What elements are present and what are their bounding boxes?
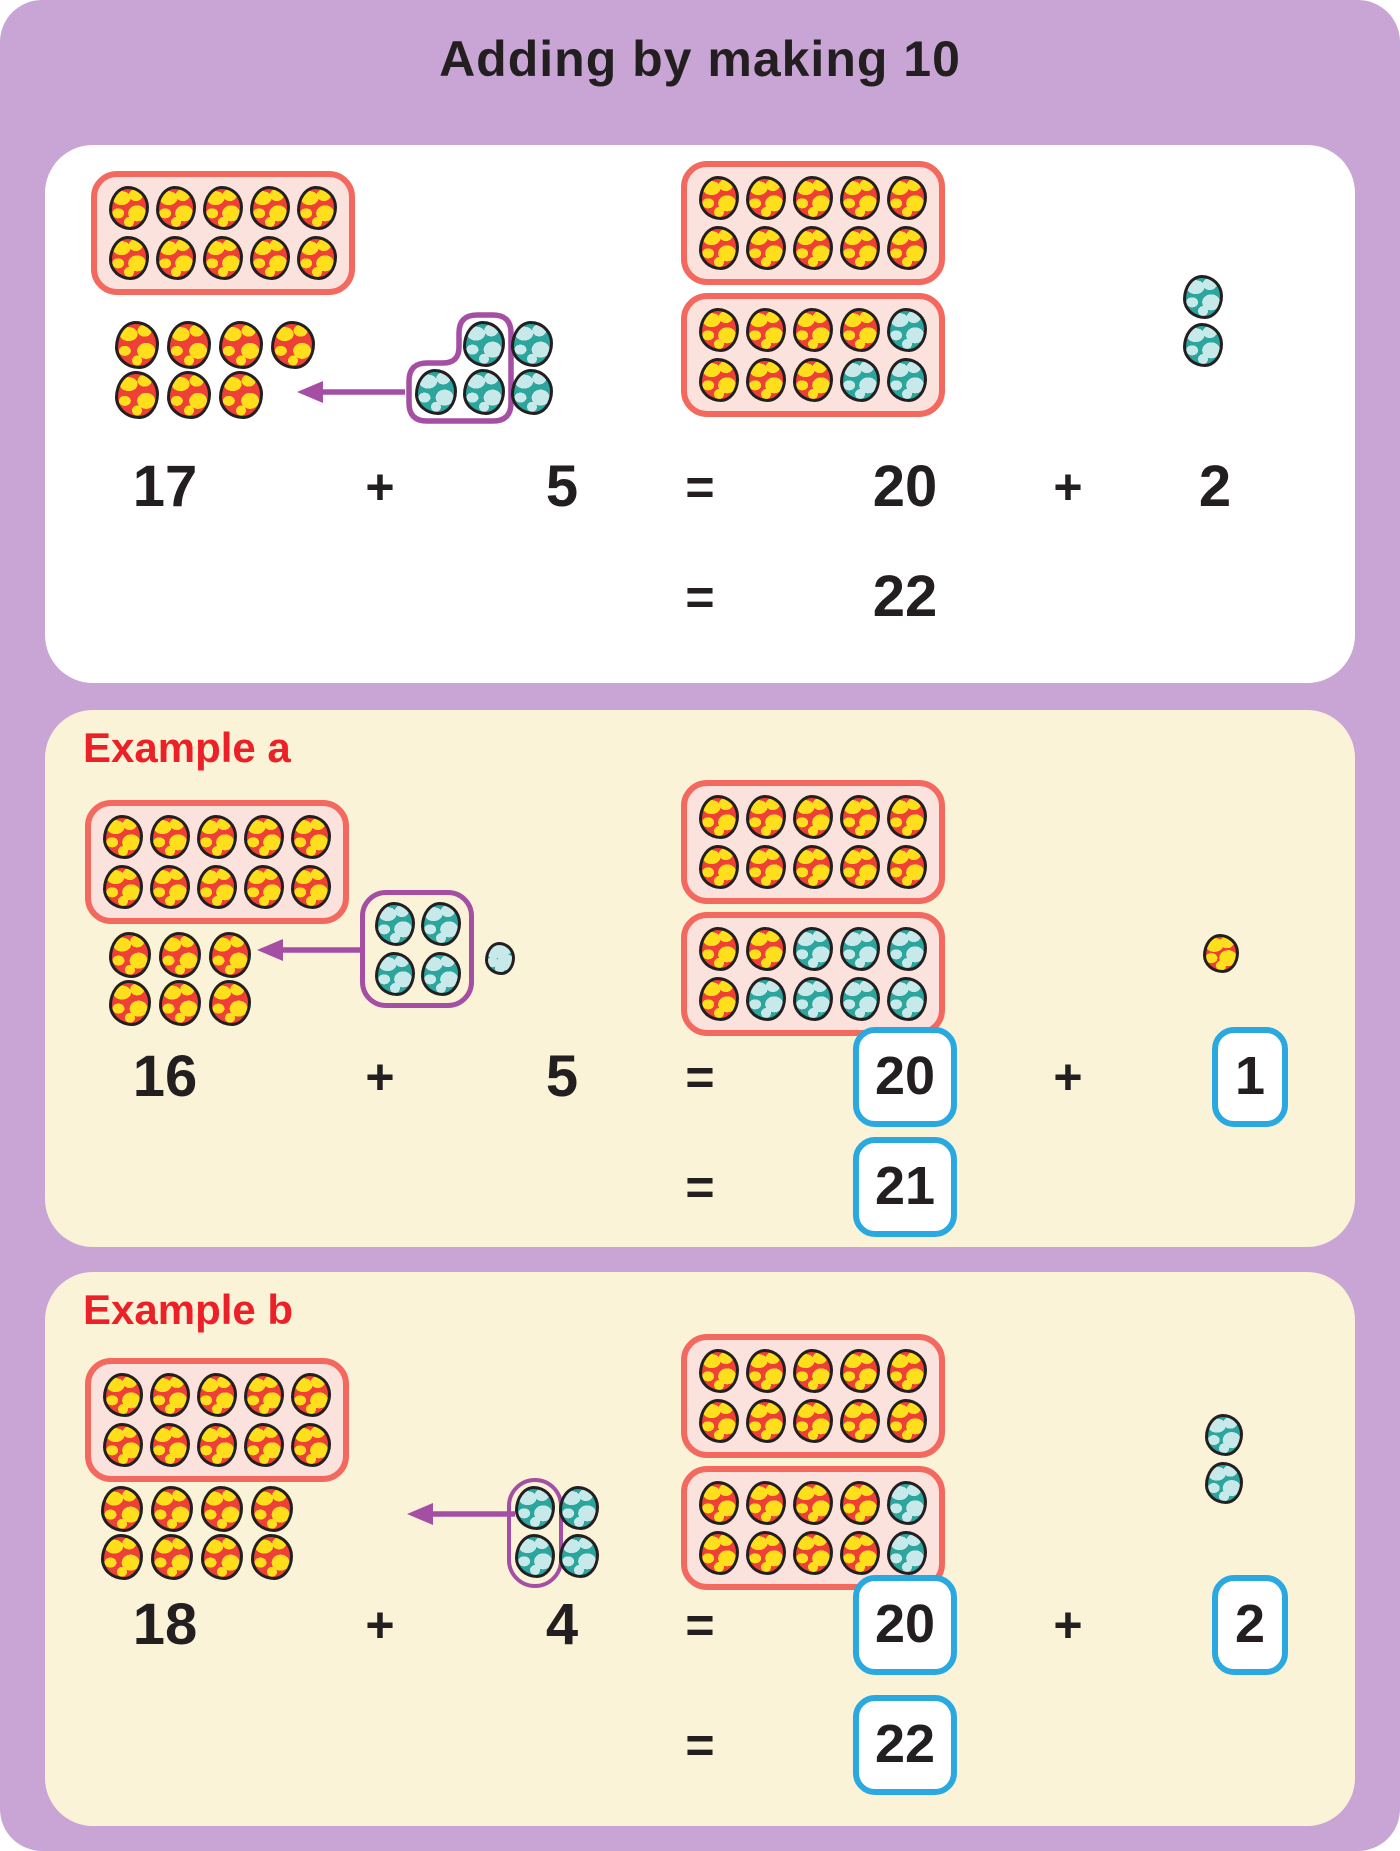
regroup-outline (360, 890, 474, 1008)
berry-teal (887, 1531, 927, 1575)
berry-red (109, 932, 151, 978)
answer-box[interactable]: 1 (1212, 1027, 1288, 1127)
berry-red (209, 980, 251, 1026)
equation-token: + (1053, 1597, 1083, 1653)
berry-red (840, 845, 880, 889)
ten-frame (681, 293, 945, 417)
berry-red (699, 226, 739, 270)
berry-teal (887, 358, 927, 402)
berry-red (151, 1534, 193, 1580)
berry-teal (887, 977, 927, 1021)
berry-teal (887, 1481, 927, 1525)
berry-teal (375, 952, 415, 996)
equation-token: + (365, 459, 395, 515)
berry-teal (1205, 1414, 1243, 1456)
berry-teal (515, 1534, 555, 1578)
berry-red (887, 1399, 927, 1443)
answer-box[interactable]: 21 (853, 1137, 957, 1237)
berry-red (793, 1349, 833, 1393)
berry-red (699, 1349, 739, 1393)
berry-teal (793, 927, 833, 971)
equation-token: 17 (132, 454, 198, 519)
berry-red (150, 865, 190, 909)
berry-red (250, 186, 290, 230)
move-arrow-icon (405, 1500, 517, 1528)
answer-box[interactable]: 2 (1212, 1575, 1288, 1675)
berry-red (887, 845, 927, 889)
berry-red (251, 1486, 293, 1532)
berry-red (793, 1531, 833, 1575)
regroup-outline (403, 309, 517, 427)
equation-token: = (685, 1159, 715, 1215)
equation-token: = (685, 1717, 715, 1773)
berry-red (244, 815, 284, 859)
equation-token: + (1053, 459, 1083, 515)
berry-red (156, 186, 196, 230)
berry-red (793, 1399, 833, 1443)
equation-token: 22 (872, 564, 938, 629)
page-title: Adding by making 10 (439, 31, 961, 87)
berry-teal (840, 977, 880, 1021)
berry-red (699, 1399, 739, 1443)
equation-token: = (685, 569, 715, 625)
equation-token: 4 (545, 1592, 579, 1657)
berry-red (167, 371, 211, 419)
berry-red (159, 932, 201, 978)
berry-red (793, 308, 833, 352)
berry-teal (511, 369, 553, 415)
berry-red (746, 358, 786, 402)
ten-frame (85, 1358, 349, 1482)
berry-red (699, 358, 739, 402)
berry-red (151, 1486, 193, 1532)
berry-red (746, 176, 786, 220)
berry-red (109, 980, 151, 1026)
berry-red (197, 1373, 237, 1417)
berry-red (203, 236, 243, 280)
berry-red (156, 236, 196, 280)
berry-red (109, 236, 149, 280)
berry-red (699, 308, 739, 352)
berry-red (746, 226, 786, 270)
berry-teal (421, 902, 461, 946)
equation-token: 5 (545, 454, 579, 519)
equation-token: + (365, 1049, 395, 1105)
berry-red (159, 980, 201, 1026)
panel-example-a (45, 710, 1355, 1247)
berry-red (746, 1349, 786, 1393)
berry-red (197, 1423, 237, 1467)
berry-red (244, 1373, 284, 1417)
berry-teal (515, 1486, 555, 1530)
berry-teal (1205, 1462, 1243, 1504)
equation-token: 20 (872, 454, 938, 519)
ten-frame (681, 780, 945, 904)
equation-token: = (685, 1049, 715, 1105)
berry-red (746, 308, 786, 352)
berry-red (746, 845, 786, 889)
berry-red (115, 371, 159, 419)
answer-box[interactable]: 20 (853, 1027, 957, 1127)
berry-teal (463, 321, 505, 367)
berry-red (793, 845, 833, 889)
berry-teal (887, 927, 927, 971)
berry-red (793, 795, 833, 839)
ten-frame (681, 1334, 945, 1458)
berry-red (746, 927, 786, 971)
ten-frame (681, 912, 945, 1036)
berry-red (840, 1531, 880, 1575)
ten-frame (91, 171, 355, 295)
berry-red (244, 1423, 284, 1467)
berry-red (219, 321, 263, 369)
berry-red (840, 176, 880, 220)
berry-red (746, 1481, 786, 1525)
berry-red (291, 815, 331, 859)
berry-red (699, 927, 739, 971)
berry-red (209, 932, 251, 978)
answer-box[interactable]: 22 (853, 1695, 957, 1795)
berry-red (793, 226, 833, 270)
berry-red (103, 865, 143, 909)
berry-red (699, 795, 739, 839)
berry-red (291, 865, 331, 909)
berry-teal (746, 977, 786, 1021)
berry-red (297, 186, 337, 230)
equation-token: = (685, 459, 715, 515)
berry-red (197, 815, 237, 859)
equation-token: 2 (1198, 454, 1232, 519)
berry-red (197, 865, 237, 909)
berry-red (291, 1373, 331, 1417)
berry-teal (887, 308, 927, 352)
berry-red (103, 815, 143, 859)
berry-red (201, 1486, 243, 1532)
berry-red (793, 358, 833, 402)
equation-token: = (685, 1597, 715, 1653)
berry-red (271, 321, 315, 369)
berry-teal (793, 977, 833, 1021)
berry-red (840, 1399, 880, 1443)
berry-red (103, 1373, 143, 1417)
berry-red (840, 308, 880, 352)
berry-red (109, 186, 149, 230)
berry-teal (415, 369, 457, 415)
example-label: Example a (83, 724, 291, 771)
berry-red (793, 176, 833, 220)
berry-teal (1183, 275, 1223, 319)
berry-red (150, 1373, 190, 1417)
berry-red (219, 371, 263, 419)
ten-frame (681, 1466, 945, 1590)
berry-red (699, 1531, 739, 1575)
berry-red (746, 1399, 786, 1443)
berry-red (201, 1534, 243, 1580)
equation-token: 18 (132, 1592, 198, 1657)
equation-token: 5 (545, 1044, 579, 1109)
berry-red (746, 1531, 786, 1575)
berry-red (1203, 934, 1239, 973)
example-label: Example b (83, 1286, 294, 1333)
answer-box[interactable]: 20 (853, 1575, 957, 1675)
berry-teal (485, 942, 515, 975)
berry-teal (1183, 323, 1223, 367)
berry-red (887, 176, 927, 220)
berry-red (887, 226, 927, 270)
berry-red (746, 795, 786, 839)
equation-token: 16 (132, 1044, 198, 1109)
berry-red (793, 1481, 833, 1525)
equation-token: + (1053, 1049, 1083, 1105)
berry-teal (559, 1534, 599, 1578)
berry-red (297, 236, 337, 280)
berry-teal (375, 902, 415, 946)
panel-example-b (45, 1272, 1355, 1826)
berry-red (840, 1481, 880, 1525)
move-arrow-icon (255, 936, 367, 964)
berry-red (887, 1349, 927, 1393)
berry-red (251, 1534, 293, 1580)
berry-red (150, 815, 190, 859)
berry-teal (511, 321, 553, 367)
ten-frame (85, 800, 349, 924)
berry-teal (840, 358, 880, 402)
berry-red (101, 1486, 143, 1532)
berry-red (203, 186, 243, 230)
berry-teal (463, 369, 505, 415)
berry-red (840, 795, 880, 839)
move-arrow-icon (295, 378, 407, 406)
berry-red (887, 795, 927, 839)
berry-red (103, 1423, 143, 1467)
berry-red (699, 977, 739, 1021)
berry-red (291, 1423, 331, 1467)
berry-teal (421, 952, 461, 996)
berry-red (150, 1423, 190, 1467)
berry-red (167, 321, 211, 369)
berry-red (115, 321, 159, 369)
ten-frame (681, 161, 945, 285)
berry-teal (840, 927, 880, 971)
berry-red (699, 1481, 739, 1525)
berry-red (840, 226, 880, 270)
berry-teal (559, 1486, 599, 1530)
berry-red (699, 845, 739, 889)
berry-red (250, 236, 290, 280)
equation-token: + (365, 1597, 395, 1653)
panel-intro (45, 145, 1355, 683)
berry-red (699, 176, 739, 220)
berry-red (244, 865, 284, 909)
berry-red (840, 1349, 880, 1393)
berry-red (101, 1534, 143, 1580)
